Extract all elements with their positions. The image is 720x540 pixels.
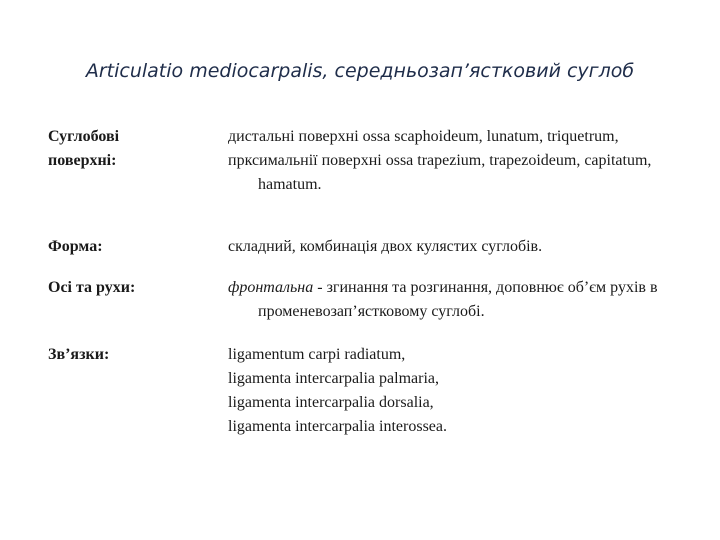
row-label-line: Суглобові	[48, 128, 120, 145]
ligament-item: ligamenta intercarpalia dorsalia,	[228, 394, 434, 411]
form-text: складний, комбинація двох кулястих суглобів.	[228, 238, 543, 255]
row-label: Зв’язки:	[48, 346, 110, 363]
row-label	[48, 125, 198, 173]
surface-paragraph: дистальні поверхні ossa scaphoideum, lunatum, triquetrum,	[228, 128, 619, 145]
row-content	[228, 343, 688, 439]
ligament-item: ligamentum carpi radiatum,	[228, 346, 406, 363]
ligament-item: ligamenta intercarpalia interossea.	[228, 418, 448, 435]
surface-paragraph: прксимальнії поверхні ossa trapezium, trapezoideum, capitatum, hamatum.	[228, 152, 652, 193]
row-content	[228, 125, 688, 197]
row-content	[228, 276, 688, 324]
row-label: Осі та рухи:	[48, 279, 136, 296]
slide-title: Articulatio mediocarpalis, середньозап’ястковий суглоб	[85, 60, 635, 82]
axis-name: фронтальна	[228, 279, 314, 296]
row-label: Форма:	[48, 238, 103, 255]
row-content	[228, 235, 688, 259]
row-label-line: поверхні:	[48, 152, 117, 169]
ligament-item: ligamenta intercarpalia palmaria,	[228, 370, 439, 387]
axis-description: - згинання та розгинання, доповнює об’єм рухів в променевозап’ястковому суглобі.	[258, 279, 658, 320]
axes-paragraph	[228, 276, 688, 324]
